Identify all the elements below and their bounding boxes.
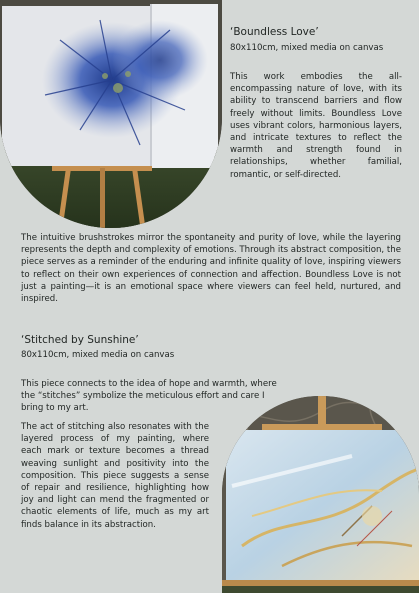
artwork-photo-stitched-by-sunshine: [222, 396, 419, 593]
artwork1-description-continued: The intuitive brushstrokes mirror the spontaneity and purity of love, while the layering represents the depth and complexity of emotions. Through its abstract composition, the piece serves as a reminder of the enduring and infinite quality of love, inspiring viewers to reflect on their own experiences of connection and affection. Boundless Love is not just a painting—it is an emotional space where viewers can feel held, nurtured, and inspired.: [21, 233, 401, 305]
artwork-photo-boundless-love: [0, 0, 222, 228]
artwork2-meta: 80x110cm, mixed media on canvas: [21, 350, 175, 360]
artwork2-description: The act of stitching also resonates with the layered process of my painting, where each mark or texture becomes a thread weaving sunlight and positivity into the composition. This piece suggests a sense of repair and resilience, highlighting how joy and light can mend the fragmented or chaotic elements of life, much as my art finds balance in its abstraction.: [21, 422, 209, 530]
artwork1-description: This work embodies the all-encompassing nature of love, with its ability to transcend barriers and flow freely without limits. Boundless Love uses vibrant colors, harmonious layers, and intricate textures to reflect the warmth and strength found in relationships, whether familial, romantic, or self-directed.: [230, 72, 402, 180]
artwork2-title: ‘Stitched by Sunshine’: [21, 334, 139, 346]
artwork2-intro: This piece connects to the idea of hope and warmth, where the “stitches” symbolize the meticulous effort and care I bring to my art.: [21, 379, 277, 414]
artwork1-meta: 80x110cm, mixed media on canvas: [230, 43, 384, 53]
artwork1-title: ‘Boundless Love’: [230, 26, 319, 38]
